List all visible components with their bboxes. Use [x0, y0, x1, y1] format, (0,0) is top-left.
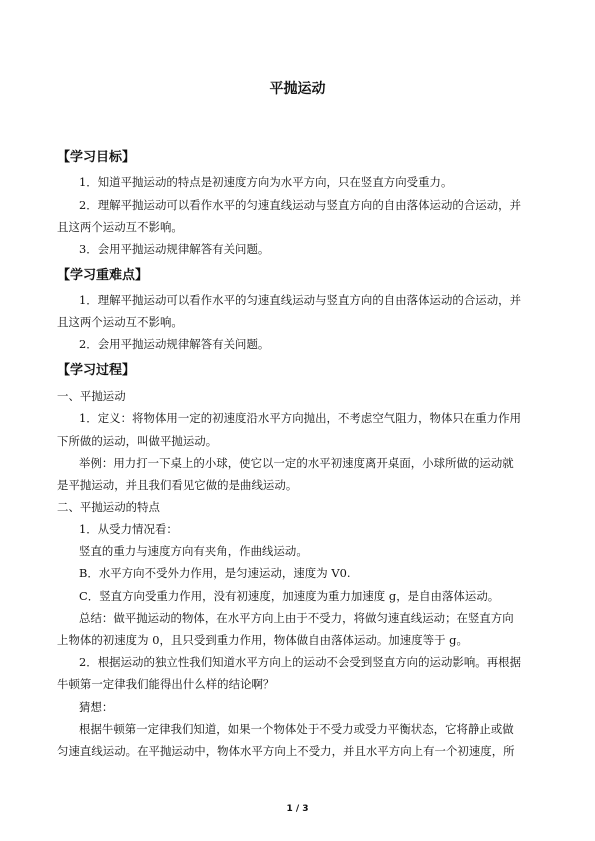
- process-line-16: 根据牛顿第一定律我们知道，如果一个物体处于不受力或受力平衡状态，它将静止或做: [79, 722, 514, 736]
- page-title: 平抛运动: [269, 81, 326, 97]
- process-line-3: 下所做的运动，叫做平抛运动。: [57, 434, 218, 448]
- goals-line-3: 且这两个运动互不影响。: [57, 220, 183, 234]
- key-points-line-2: 且这两个运动互不影响。: [57, 315, 183, 329]
- goals-line-1: 1．知道平抛运动的特点是初速度方向为水平方向，只在竖直方向受重力。: [79, 175, 453, 189]
- process-line-13: 2．根据运动的独立性我们知道水平方向上的运动不会受到竖直方向的运动影响。再根据: [79, 655, 522, 669]
- page-number: 1 / 3: [286, 804, 309, 814]
- process-line-10: C．竖直方向受重力作用，没有初速度，加速度为重力加速度 g，是自由落体运动。: [79, 589, 500, 603]
- process-line-1: 一、平抛运动: [57, 389, 126, 403]
- process-line-14: 牛顿第一定律我们能得出什么样的结论啊？: [57, 677, 275, 691]
- goals-line-2: 2．理解平抛运动可以看作水平的匀速直线运动与竖直方向的自由落体运动的合运动，并: [79, 198, 522, 212]
- section-heading-key-points: 【学习重难点】: [57, 268, 149, 283]
- section-heading-goals: 【学习目标】: [57, 150, 136, 165]
- process-line-8: 竖直的重力与速度方向有夹角，作曲线运动。: [79, 544, 308, 558]
- section-heading-process: 【学习过程】: [57, 363, 136, 378]
- key-points-line-3: 2．会用平抛运动规律解答有关问题。: [79, 337, 270, 351]
- process-line-11: 总结：做平抛运动的物体，在水平方向上由于不受力，将做匀速直线运动；在竖直方向: [79, 611, 514, 625]
- key-points-line-1: 1．理解平抛运动可以看作水平的匀速直线运动与竖直方向的自由落体运动的合运动，并: [79, 293, 522, 307]
- process-line-2: 1．定义：将物体用一定的初速度沿水平方向抛出，不考虑空气阻力，物体只在重力作用: [79, 411, 522, 425]
- process-line-15: 猜想：: [79, 700, 114, 714]
- process-line-9: B．水平方向不受外力作用，是匀速运动，速度为 V0.: [79, 566, 351, 580]
- process-line-5: 是平抛运动，并且我们看见它做的是曲线运动。: [57, 478, 298, 492]
- goals-line-4: 3．会用平抛运动规律解答有关问题。: [79, 242, 270, 256]
- process-line-6: 二、平抛运动的特点: [57, 500, 160, 514]
- process-line-12: 上物体的初速度为 0，且只受到重力作用，物体做自由落体运动。加速度等于 g。: [57, 633, 468, 647]
- process-line-17: 匀速直线运动。在平抛运动中，物体水平方向上不受力，并且水平方向上有一个初速度，所: [57, 744, 515, 758]
- process-line-4: 举例：用力打一下桌上的小球，使它以一定的水平初速度离开桌面，小球所做的运动就: [79, 456, 514, 470]
- process-line-7: 1．从受力情况看：: [79, 522, 178, 536]
